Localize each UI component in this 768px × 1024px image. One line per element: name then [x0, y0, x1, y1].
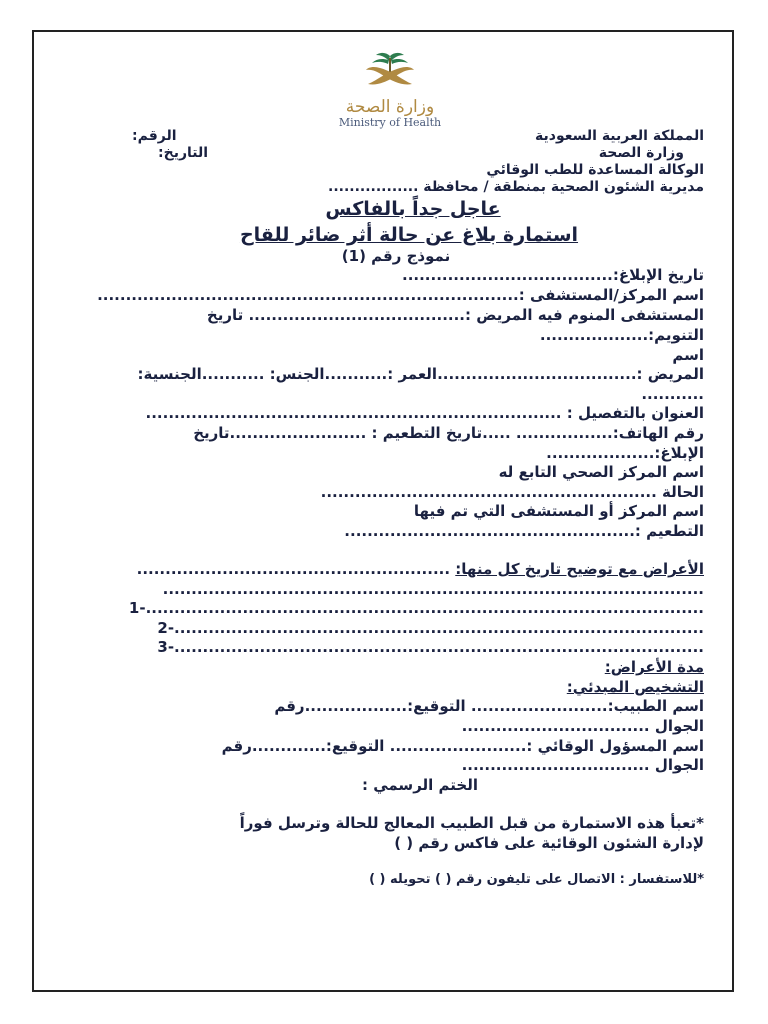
urgent-fax-title: عاجل جداً بالفاكس	[325, 198, 501, 220]
officer-mobile-field: الجوال .................................	[461, 756, 704, 774]
address-field: العنوان بالتفصيل : .........................................................................	[145, 404, 704, 422]
nationality-continuation: ...........	[641, 385, 704, 403]
doctor-signature-field: اسم الطبيب:........................ التوقيع:..................رقم	[274, 697, 704, 715]
symptoms-continuation: ...............................................................................................	[162, 580, 704, 598]
ministry-logo	[330, 50, 450, 130]
patient-details-field: المريض :...................................العمر :...........الجنس: ...........الجنسية:	[137, 365, 704, 383]
symptom-item-1: 1-..................................................................................................	[128, 599, 704, 617]
center-name-field: اسم المركز/المستشفى :..........................................................................	[97, 286, 704, 304]
form-model-number: نموذج رقم (1)	[341, 247, 451, 265]
officer-signature-field: اسم المسؤول الوقائي :........................ التوقيع:.............رقم	[221, 737, 704, 755]
logo-english-text: Ministry of Health	[338, 116, 442, 129]
logo-arabic-text: وزارة الصحة	[345, 97, 435, 117]
form-title: استمارة بلاغ عن حالة أثر ضائر للقاح	[239, 224, 579, 246]
fill-instructions-line1: *تعبأ هذه الاستمارة من قبل الطبيب المعالج للحالة وترسل فوراً	[239, 814, 704, 832]
health-center-field: الحالة ...........................................................	[320, 483, 704, 501]
symptom-item-3: 3-.............................................................................................	[157, 638, 704, 656]
official-stamp-label: الختم الرسمي :	[361, 776, 478, 794]
symptoms-heading-dots: .......................................................	[136, 560, 456, 578]
health-center-label: اسم المركز الصحي التابع له	[498, 463, 704, 481]
header-country: المملكة العربية السعودية	[535, 128, 704, 144]
admission-date-field: التنويم:...................	[539, 326, 704, 344]
header-date: التاريخ:	[158, 145, 209, 161]
symptoms-duration: مدة الأعراض:	[604, 658, 704, 676]
symptoms-heading	[137, 561, 704, 578]
header-directorate: مديرية الشئون الصحية بمنطقة / محافظة .................	[328, 179, 704, 195]
vaccination-center-field: التطعيم :...................................................	[344, 522, 704, 540]
vaccination-center-label: اسم المركز أو المستشفى التي تم فيها	[413, 502, 704, 520]
symptoms-heading-text: الأعراض مع توضيح تاريخ كل منها:	[455, 560, 704, 578]
initial-diagnosis: التشخيص المبدئي:	[566, 678, 704, 696]
header-ref-number: الرقم:	[132, 128, 177, 144]
header-agency: الوكالة المساعدة للطب الوقائي	[486, 162, 704, 178]
doctor-mobile-field: الجوال .................................	[461, 717, 704, 735]
patient-name-label: اسم	[672, 346, 704, 364]
header-ministry: وزارة الصحة	[598, 145, 684, 161]
report-date-field-2: الإبلاغ:...................	[546, 444, 704, 462]
fill-instructions-line2: لإدارة الشئون الوقائية على فاكس رقم ( )	[394, 834, 704, 852]
symptom-item-2: 2-.............................................................................................	[157, 619, 704, 637]
report-date-field: تاريخ الإبلاغ:.....................................	[402, 266, 704, 284]
inquiry-note: *للاستفسار : الاتصال على تليفون رقم ( ) تحويله ( )	[369, 872, 704, 887]
phone-vaccination-field: رقم الهاتف:................. .....تاريخ التطعيم : ........................تاريخ	[193, 424, 704, 442]
palm-swords-icon	[360, 50, 420, 92]
hospital-field: المستشفى المنوم فيه المريض :...................................... تاريخ	[206, 306, 704, 324]
